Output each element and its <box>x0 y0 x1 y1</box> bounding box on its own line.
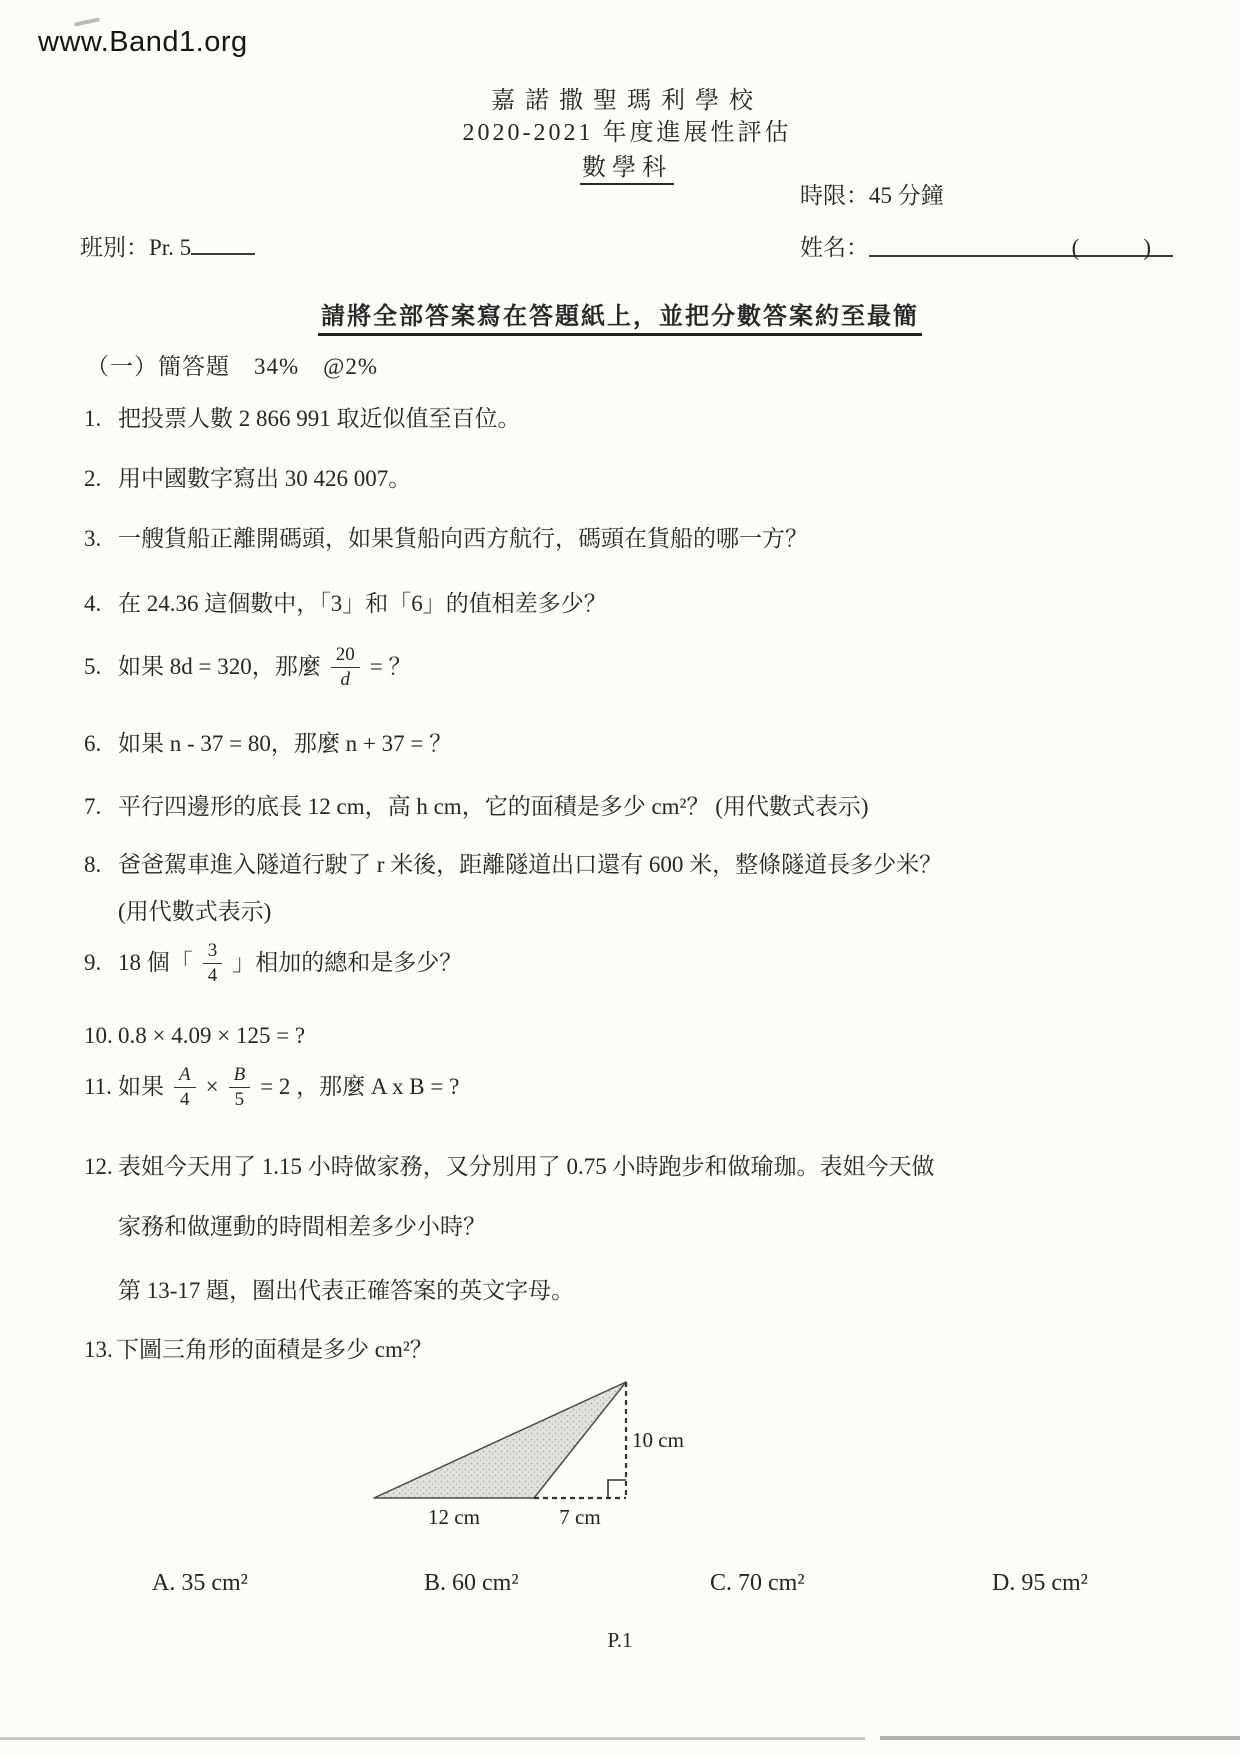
question-number: 2. <box>84 466 102 491</box>
triangle-figure <box>338 1366 718 1536</box>
question-item <box>84 462 1176 496</box>
question-text: 在 24.36 這個數中，「3」和「6」的值相差多少？ <box>118 591 607 616</box>
question-item <box>84 1064 1176 1111</box>
fraction: $\frac{20}{d}$ <box>331 644 360 691</box>
question-number: 9. <box>84 950 102 976</box>
question-number: 5. <box>84 654 102 680</box>
section-heading: （一）簡答題 34% @2% <box>86 354 378 379</box>
question-item <box>84 522 1176 556</box>
assessment-title: 2020-2021 年度進展性評估 <box>462 120 792 146</box>
name-field: 姓名： ( ) <box>800 229 1173 262</box>
question-number: 3. <box>84 526 102 551</box>
question-text: 爸爸駕車進入隧道行駛了 r 米後，距離隧道出口還有 600 米，整條隧道長多少米？ (用代數式表示) <box>118 852 943 924</box>
name-blank-line <box>869 229 1173 260</box>
question-item <box>84 940 1176 987</box>
question-text: 平行四邊形的底長 12 cm，高 h cm，它的面積是多少 cm²？ (用代數式表示) <box>118 794 869 819</box>
height-label: 10 cm <box>632 1428 684 1452</box>
scan-artifact-line <box>0 1737 865 1740</box>
class-blank-line <box>191 229 255 255</box>
question-number: 10. <box>84 1023 113 1048</box>
question-text: 表姐今天用了 1.15 小時做家務，又分別用了 0.75 小時跑步和做瑜珈。表姐今天做 家務和做運動的時間相差多少小時？ <box>118 1154 935 1239</box>
base-label: 12 cm <box>428 1505 480 1529</box>
question-text: 如果 8d = 320，那麼 $\frac{20}{d}$ = ？ <box>118 644 412 690</box>
question-number: 6. <box>84 731 102 756</box>
question-text: 把投票人數 2 866 991 取近似值至百位。 <box>118 406 521 431</box>
instruction-banner: 請將全部答案寫在答題紙上，並把分數答案約至最簡 <box>0 296 1240 331</box>
fraction: $\frac{A}{4}$ <box>174 1064 196 1111</box>
subject-title: 數學科 <box>0 147 1240 182</box>
question-text: 如果 $\frac{A}{4}$ × $\frac{B}{5}$ = 2 ，那麼 A x B = ? <box>118 1064 460 1110</box>
question-number: 13. <box>84 1337 113 1362</box>
page-number: P.1 <box>607 1628 633 1652</box>
question-text: 18 個「 $\frac{3}{4}$ 」相加的總和是多少？ <box>118 940 463 986</box>
question-text: 下圖三角形的面積是多少 cm²？ <box>116 1337 433 1362</box>
question-text: 一艘貨船正離開碼頭，如果貨船向西方航行，碼頭在貨船的哪一方？ <box>118 526 808 551</box>
question-text: 用中國數字寫出 30 426 007。 <box>118 466 412 491</box>
right-angle-marker <box>608 1480 626 1498</box>
question-number: 7. <box>84 794 102 819</box>
question-item <box>84 1019 1176 1053</box>
time-limit: 時限：45 分鐘 <box>800 183 944 208</box>
watermark: www.Band1.org <box>38 26 248 58</box>
fraction: $\frac{B}{5}$ <box>229 1064 251 1111</box>
option-item: D. 95 cm² <box>992 1570 1088 1596</box>
question-item <box>84 402 1176 436</box>
question-item <box>84 1333 1176 1367</box>
question-item <box>84 1137 1176 1257</box>
question-number: 4. <box>84 591 102 616</box>
question-number: 8. <box>84 852 102 877</box>
question-item <box>84 727 1176 761</box>
class-field: 班別：Pr. 5 <box>80 229 255 262</box>
option-item: A. 35 cm² <box>152 1570 248 1596</box>
question-item <box>84 587 1176 621</box>
name-parens: ( ) <box>1071 235 1157 260</box>
question-number: 12. <box>84 1154 113 1179</box>
question-text: 0.8 × 4.09 × 125 = ? <box>118 1023 306 1048</box>
shaded-triangle <box>374 1382 626 1498</box>
question-text: 如果 n - 37 = 80，那麼 n + 37 = ？ <box>118 731 453 756</box>
option-item: B. 60 cm² <box>424 1570 519 1596</box>
school-name: 嘉諾撒聖瑪利學校 <box>491 88 763 114</box>
fraction: $\frac{3}{4}$ <box>203 940 223 987</box>
scan-artifact-line <box>880 1736 1240 1740</box>
option-item: C. 70 cm² <box>710 1570 805 1596</box>
question-number: 1. <box>84 406 102 431</box>
question-item <box>84 841 1176 935</box>
question-number: 11. <box>84 1074 112 1100</box>
question-item <box>84 790 1176 824</box>
extension-label: 7 cm <box>559 1505 601 1529</box>
multiple-choice-note: 第 13-17 題，圈出代表正確答案的英文字母。 <box>118 1278 575 1303</box>
question-item <box>84 644 1176 691</box>
